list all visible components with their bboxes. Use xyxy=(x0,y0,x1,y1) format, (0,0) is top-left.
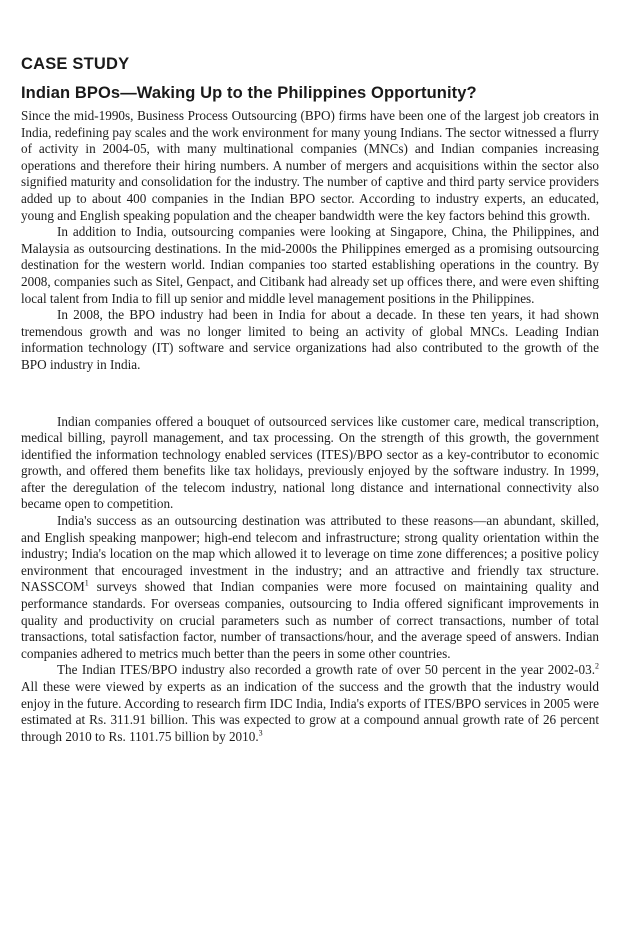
paragraph-decade: In 2008, the BPO industry had been in India for about a decade. In these ten years, it had shown tremendous growth and was no longer limited to being an activity of global MNCs. Leading Indian information technology (IT) software and service organizations had also contributed to the growth of the BPO industry in India. xyxy=(21,307,599,372)
footnote-ref-2: 2 xyxy=(595,662,599,672)
case-study-label: CASE STUDY xyxy=(21,55,130,73)
paragraph-services: Indian companies offered a bouquet of outsourced services like customer care, medical transcription, medical billing, payroll management, and tax processing. On the strength of this growth, the government identified the information technology enabled services (ITES)/BPO sector as a key-contributor to economic growth, and offered them benefits like tax holidays, previously enjoyed by the software industry. In 1999, after the deregulation of the telecom industry, national long distance and international connectivity also became open to competition. xyxy=(21,413,599,512)
paragraph-destinations: In addition to India, outsourcing companies were looking at Singapore, China, the Philippines, and Malaysia as outsourcing destinations. In the mid-2000s the Philippines emerged as a promising outsourcing destination for the western world. Indian companies too started establishing operations in the country. By 2008, companies such as Sitel, Genpact, and Citibank had already set up offices there, and were even shifting local talent from India to fill up senior and middle level management positions in the Philippines. xyxy=(21,224,599,306)
text-run: surveys showed that Indian companies were more focused on maintaining quality and performance standards. For overseas companies, outsourcing to India offered significant improvements in quality and productivity on crucial parameters such as number of correct transactions, number of total transactions, total satisfaction factor, number of transactions/hour, and the average speed of answers. Indian companies adhered to metrics much better than the peers in some other countries. xyxy=(21,579,599,661)
footnote-ref-3: 3 xyxy=(258,728,263,738)
text-run: All these were viewed by experts as an indication of the success and the growth that the industry would enjoy in the future. According to research firm IDC India, India's exports of ITES/BPO services in 2005 were estimated at Rs. 311.91 billion. This was expected to grow at a compound annual growth rate of 26 percent through 2010 to Rs. 1101.75 billion by 2010. xyxy=(21,679,599,744)
paragraph-growth xyxy=(21,662,599,745)
paragraph-intro: Since the mid-1990s, Business Process Outsourcing (BPO) firms have been one of the largest job creators in India, redefining pay scales and the work environment for many young Indians. The sector witnessed a flurry of activity in 2004-05, with many multinational companies (MNCs) and Indian companies increasing operations and therefore their hiring numbers. A number of mergers and acquisitions within the sector also signified maturity and consolidation for the industry. The number of captive and third party service providers added up to about 400 companies in the Indian BPO sector. According to industry experts, an educated, young and English speaking population and the cheaper bandwidth were the key factors behind this growth. xyxy=(21,108,599,223)
section-gap xyxy=(21,374,599,414)
text-run: The Indian ITES/BPO industry also recorded a growth rate of over 50 percent in the year 2002-03. xyxy=(57,662,595,678)
document-page xyxy=(21,55,599,745)
case-study-title: Indian BPOs—Waking Up to the Philippines Opportunity? xyxy=(21,84,477,102)
footnote-ref-1: 1 xyxy=(84,579,89,589)
paragraph-success-reasons xyxy=(21,513,599,662)
text-run: India's success as an outsourcing destination was attributed to these reasons—an abundant, skilled, and English speaking manpower; high-end telecom and infrastructure; strong quality orientation within the industry; India's location on the map which allowed it to leverage on time zone differences; a positive policy environment that encouraged investment in the industry; and an attractive and friendly tax structure. NASSCOM xyxy=(21,513,599,595)
